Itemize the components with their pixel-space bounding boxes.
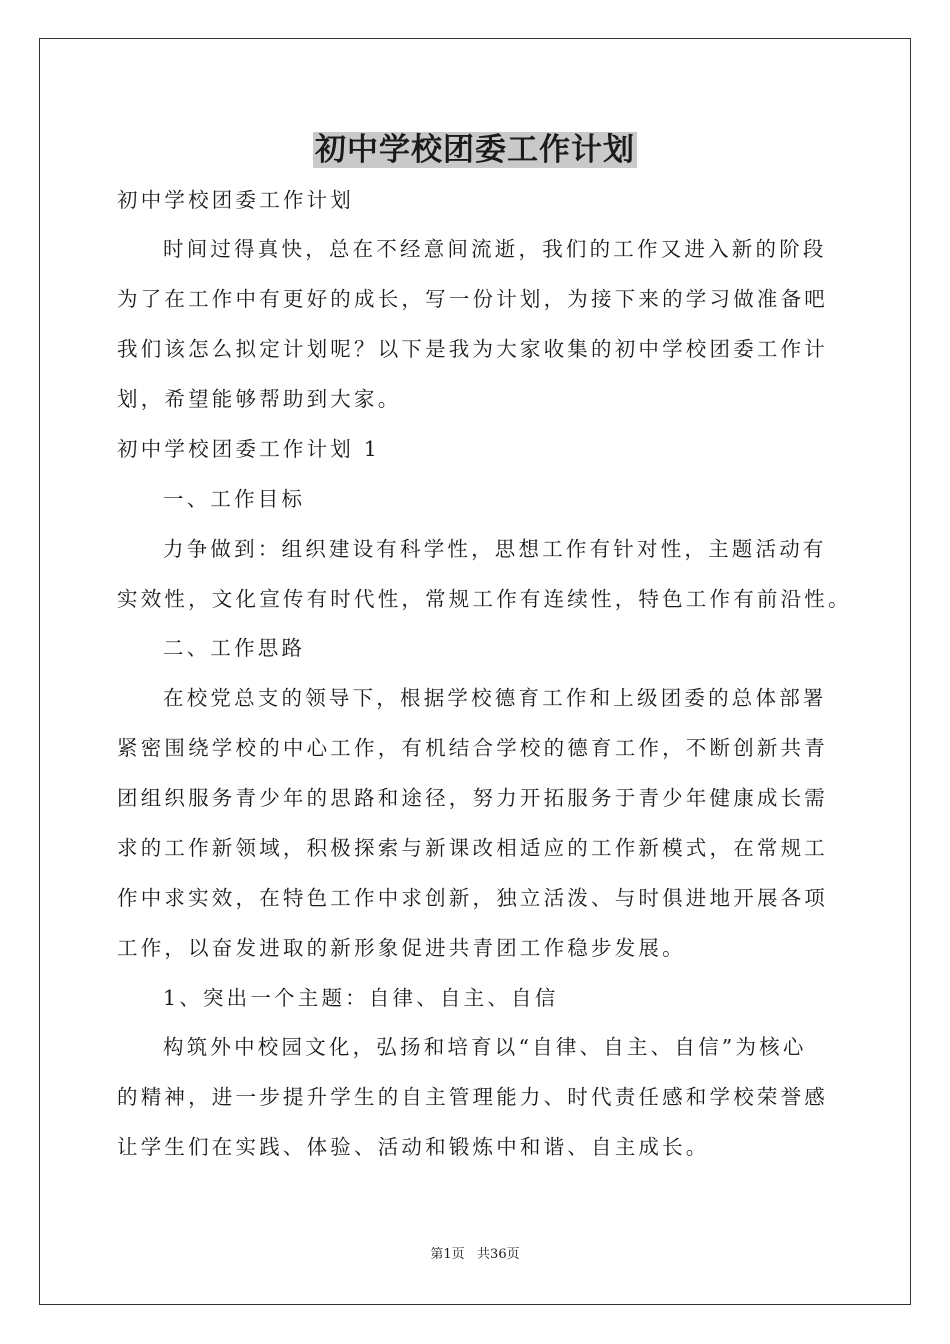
text-line: 时间过得真快，总在不经意间流逝，我们的工作又进入新的阶段 <box>163 237 827 261</box>
text-line: 在校党总支的领导下，根据学校德育工作和上级团委的总体部署 <box>163 686 827 710</box>
page-border <box>39 38 911 1305</box>
text-line: 二、工作思路 <box>163 636 306 660</box>
text-line: 的精神，进一步提升学生的自主管理能力、时代责任感和学校荣誉感 <box>117 1085 828 1109</box>
text-line: 作中求实效，在特色工作中求创新，独立活泼、与时俱进地开展各项 <box>117 886 828 910</box>
text-line: 一、工作目标 <box>163 487 306 511</box>
text-line: 划，希望能够帮助到大家。 <box>117 387 402 411</box>
text-line: 构筑外中校园文化，弘扬和培育以“自律、自主、自信”为核心 <box>163 1035 807 1059</box>
text-line: 力争做到：组织建设有科学性，思想工作有针对性，主题活动有 <box>163 537 827 561</box>
text-line: 求的工作新领域，积极探索与新课改相适应的工作新模式，在常规工 <box>117 836 828 860</box>
text-line: 紧密围绕学校的中心工作，有机结合学校的德育工作，不断创新共青 <box>117 736 828 760</box>
text-line: 初中学校团委工作计划 <box>117 188 354 212</box>
text-line: 实效性，文化宣传有时代性，常规工作有连续性，特色工作有前沿性。 <box>117 587 852 611</box>
text-line: 1、突出一个主题：自律、自主、自信 <box>163 986 559 1010</box>
text-line: 工作，以奋发进取的新形象促进共青团工作稳步发展。 <box>117 936 686 960</box>
text-line: 让学生们在实践、体验、活动和锻炼中和谐、自主成长。 <box>117 1135 710 1159</box>
text-line: 为了在工作中有更好的成长，写一份计划，为接下来的学习做准备吧 <box>117 287 828 311</box>
document-title <box>0 128 950 172</box>
title-text: 初中学校团委工作计划 <box>315 132 635 168</box>
text-line: 初中学校团委工作计划 1 <box>117 437 380 461</box>
text-line: 团组织服务青少年的思路和途径，努力开拓服务于青少年健康成长需 <box>117 786 828 810</box>
text-line: 我们该怎么拟定计划呢？以下是我为大家收集的初中学校团委工作计 <box>117 337 828 361</box>
page-footer: 第1页 共36页 <box>430 1247 520 1262</box>
